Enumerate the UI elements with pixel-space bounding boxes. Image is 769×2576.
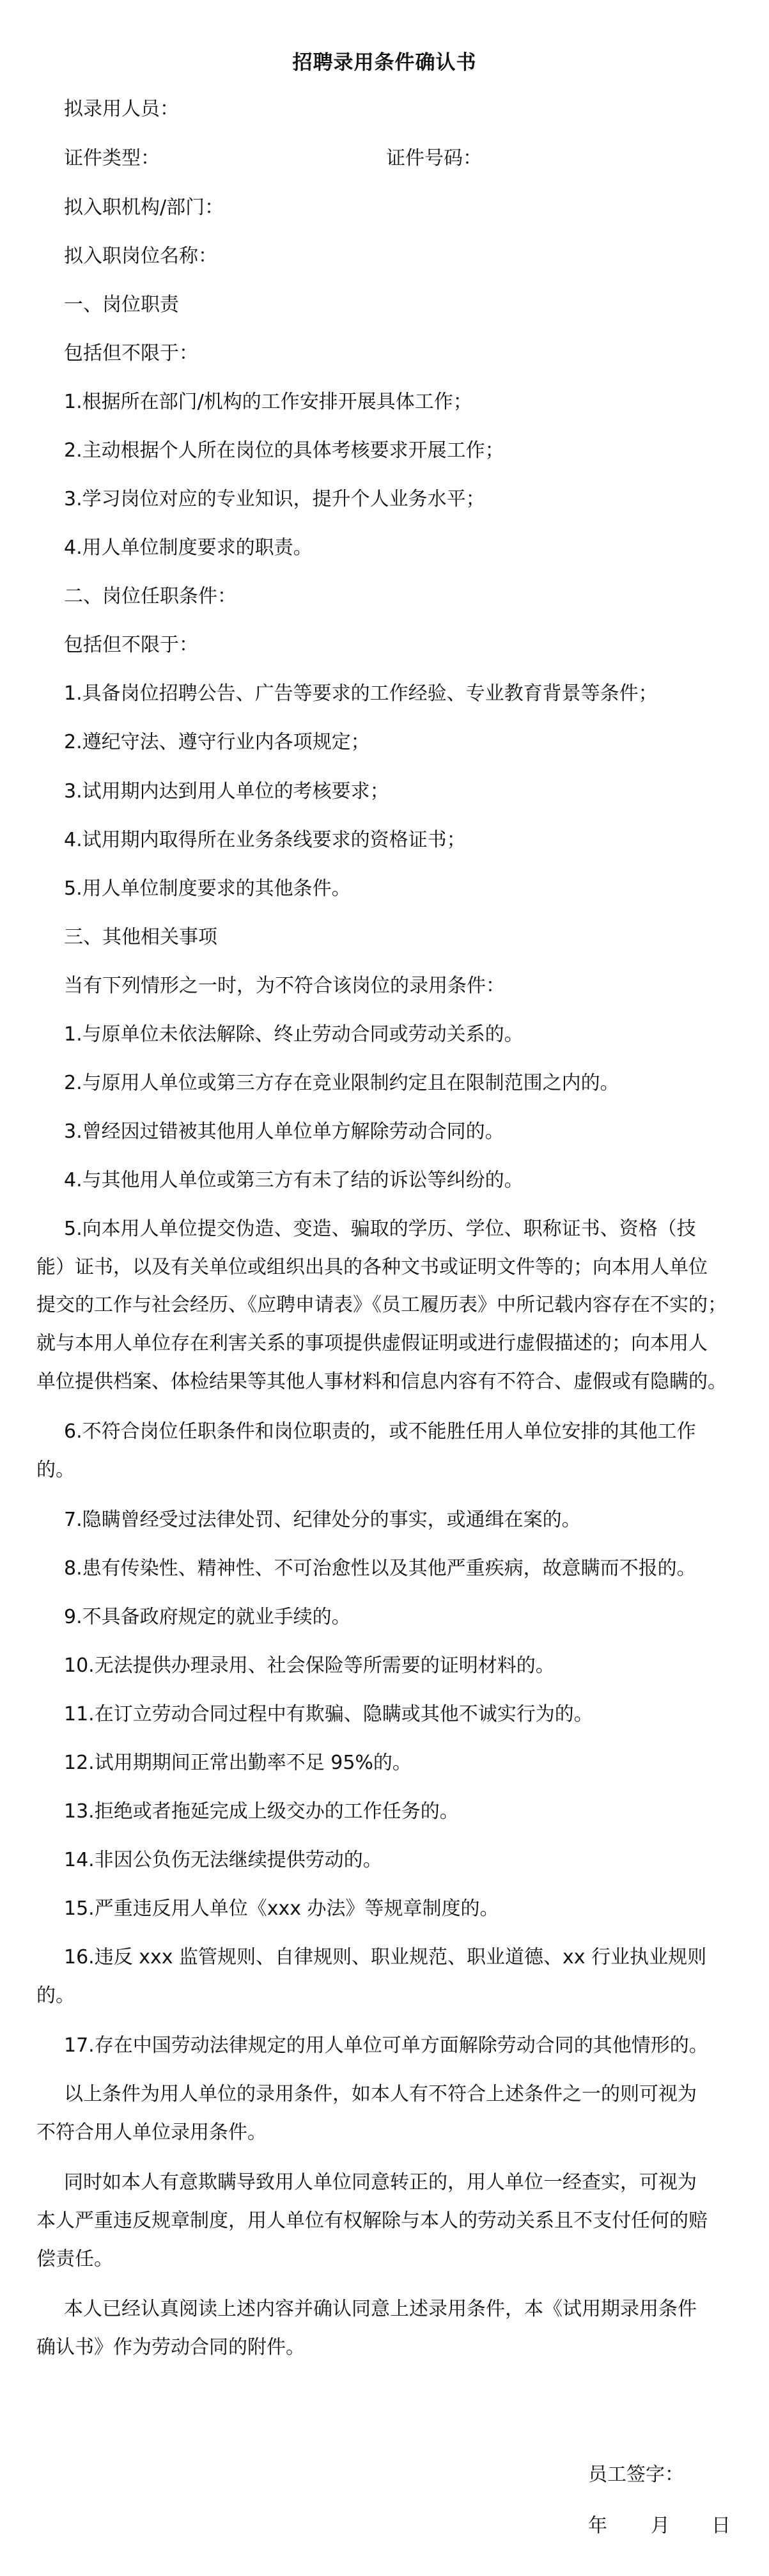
section1-item-4: 4.用人单位制度要求的职责。 (64, 537, 313, 559)
section3-item-15: 15.严重违反用人单位《xxx 办法》等规章制度的。 (64, 1897, 499, 1920)
section3-item-6-line-1: 6.不符合岗位任职条件和岗位职责的，或不能胜任用人单位安排的其他工作 (64, 1420, 696, 1443)
section2-item-5: 5.用人单位制度要求的其他条件。 (64, 877, 351, 900)
section3-item-5-line-5: 单位提供档案、体检结果等其他人事材料和信息内容有不符合、虚假或有隐瞒的。 (36, 1370, 727, 1393)
section3-item-9: 9.不具备政府规定的就业手续的。 (64, 1606, 351, 1628)
closing-paragraph-3-line-2: 确认书》作为劳动合同的附件。 (36, 2336, 305, 2359)
section3-item-12: 12.试用期期间正常出勤率不足 95%的。 (64, 1752, 412, 1774)
section3-item-2: 2.与原用人单位或第三方存在竞业限制约定且在限制范围之内的。 (64, 1072, 619, 1094)
section3-item-7: 7.隐瞒曾经受过法律处罚、纪律处分的事实，或通缉在案的。 (64, 1509, 581, 1531)
section2-item-1: 1.具备岗位招聘公告、广告等要求的工作经验、专业教育背景等条件； (64, 682, 658, 705)
section3-item-16-line-2: 的。 (36, 1984, 75, 2007)
section3-item-5-line-4: 就与本用人单位存在利害关系的事项提供虚假证明或进行虚假描述的；向本用人 (36, 1332, 708, 1355)
document-title: 招聘录用条件确认书 (292, 51, 477, 74)
section3-item-1: 1.与原单位未依法解除、终止劳动合同或劳动关系的。 (64, 1023, 524, 1046)
section1-item-2: 2.主动根据个人所在岗位的具体考核要求开展工作； (64, 439, 504, 462)
section3-item-5-line-2: 能）证书，以及有关单位或组织出具的各种文书或证明文件等的；向本用人单位 (36, 1256, 708, 1278)
section2-item-3: 3.试用期内达到用人单位的考核要求； (64, 780, 389, 803)
section3-item-16-line-1: 16.违反 xxx 监管规则、自律规则、职业规范、职业道德、xx 行业执业规则 (64, 1946, 707, 1968)
section3-item-10: 10.无法提供办理录用、社会保险等所需要的证明材料的。 (64, 1654, 555, 1677)
section1-heading: 一、岗位职责 (64, 294, 179, 316)
date-year-label: 年 (588, 2515, 607, 2537)
field-id-number: 证件号码： (386, 147, 482, 169)
closing-paragraph-1-line-1: 以上条件为用人单位的录用条件，如本人有不符合上述条件之一的则可视为 (64, 2083, 697, 2105)
closing-paragraph-2-line-3: 偿责任。 (36, 2248, 113, 2270)
section2-item-2: 2.遵纪守法、遵守行业内各项规定； (64, 731, 370, 753)
section3-item-4: 4.与其他用人单位或第三方有未了结的诉讼等纠纷的。 (64, 1169, 524, 1191)
field-employee: 拟录用人员： (64, 98, 179, 120)
section1-item-3: 3.学习岗位对应的专业知识，提升个人业务水平； (64, 488, 485, 510)
signature-label: 员工签字： (588, 2463, 684, 2486)
closing-paragraph-1-line-2: 不符合用人单位录用条件。 (36, 2121, 267, 2144)
section3-intro: 当有下列情形之一时，为不符合该岗位的录用条件： (64, 975, 505, 997)
section3-item-17: 17.存在中国劳动法律规定的用人单位可单方面解除劳动合同的其他情形的。 (64, 2034, 708, 2057)
field-id-type: 证件类型： (64, 147, 160, 169)
section3-item-8: 8.患有传染性、精神性、不可治愈性以及其他严重疾病，故意瞒而不报的。 (64, 1557, 696, 1580)
field-position: 拟入职岗位名称： (64, 245, 217, 267)
closing-paragraph-2-line-2: 本人严重违反规章制度，用人单位有权解除与本人的劳动关系且不支付任何的赔 (36, 2210, 708, 2232)
closing-paragraph-2-line-1: 同时如本人有意欺瞒导致用人单位同意转正的，用人单位一经查实，可视为 (64, 2171, 697, 2194)
section3-item-13: 13.拒绝或者拖延完成上级交办的工作任务的。 (64, 1800, 459, 1823)
date-day-label: 日 (711, 2515, 731, 2537)
section3-item-5-line-1: 5.向本用人单位提交伪造、变造、骗取的学历、学位、职称证书、资格（技 (64, 1218, 696, 1240)
date-month-label: 月 (651, 2515, 670, 2537)
section3-heading: 三、其他相关事项 (64, 926, 217, 948)
section1-item-1: 1.根据所在部门/机构的工作安排开展具体工作； (64, 391, 472, 413)
field-department: 拟入职机构/部门： (64, 196, 224, 219)
section2-item-4: 4.试用期内取得所在业务条线要求的资格证书； (64, 829, 466, 851)
closing-paragraph-3-line-1: 本人已经认真阅读上述内容并确认同意上述录用条件，本《试用期录用条件 (64, 2298, 697, 2320)
section3-item-11: 11.在订立劳动合同过程中有欺骗、隐瞒或其他不诚实行为的。 (64, 1703, 593, 1725)
section3-item-5-line-3: 提交的工作与社会经历、《应聘申请表》《员工履历表》中所记载内容存在不实的； (36, 1294, 727, 1316)
section2-heading: 二、岗位任职条件： (64, 585, 237, 608)
section3-item-14: 14.非因公负伤无法继续提供劳动的。 (64, 1849, 382, 1871)
section3-item-6-line-2: 的。 (36, 1459, 75, 1481)
section3-item-3: 3.曾经因过错被其他用人单位单方解除劳动合同的。 (64, 1120, 504, 1143)
section1-intro: 包括但不限于： (64, 342, 198, 365)
section2-intro: 包括但不限于： (64, 634, 198, 656)
